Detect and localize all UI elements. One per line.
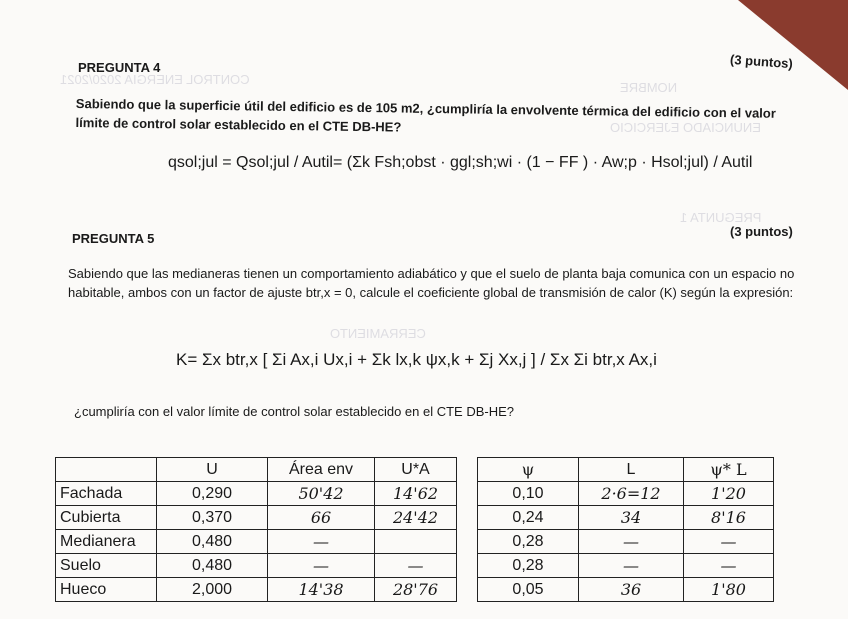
pregunta5-title: PREGUNTA 5 xyxy=(72,231,155,246)
u-value: 0,480 xyxy=(157,530,268,554)
psil-value: 8'16 xyxy=(684,506,774,530)
ghost-text-4: PREGUNTA 1 xyxy=(680,210,762,225)
row-label: Medianera xyxy=(56,530,157,554)
ua-value: 24'42 xyxy=(375,506,457,530)
psi-value: 0,05 xyxy=(478,578,579,602)
u-header-u: U xyxy=(157,458,268,482)
area-value: — xyxy=(268,554,375,578)
psil-value: — xyxy=(684,554,774,578)
psi-header-l: L xyxy=(579,458,684,482)
ghost-text-2: NOMBRE xyxy=(620,80,678,95)
pregunta4-formula: qsol;jul = Qsol;jul / Autil= (Σk Fsh;obst · ggl;sh;wi · (1 − FF ) · Aw;p · Hsol;jul) / Autil xyxy=(168,154,753,171)
l-value: — xyxy=(579,530,684,554)
table-row xyxy=(478,554,774,578)
psi-table xyxy=(477,457,774,602)
table-row xyxy=(56,578,457,602)
ghost-text-5: CERRAMIENTO xyxy=(330,326,426,341)
row-label: Cubierta xyxy=(56,506,157,530)
pregunta5-points: (3 puntos) xyxy=(730,224,793,239)
psi-value: 0,24 xyxy=(478,506,579,530)
u-value: 0,480 xyxy=(157,554,268,578)
psi-table-header-row xyxy=(478,458,774,482)
u-header-ua: U*A xyxy=(375,458,457,482)
u-value: 0,370 xyxy=(157,506,268,530)
l-value: 34 xyxy=(579,506,684,530)
table-row xyxy=(478,530,774,554)
pregunta4-title: PREGUNTA 4 xyxy=(78,60,161,75)
paper-corner-background xyxy=(738,0,848,90)
pregunta4-text: Sabiendo que la superficie útil del edificio es de 105 m2, ¿cumpliría la envolvente térmica del edificio con el valor límite de control solar establecido en el CTE DB-HE? xyxy=(75,95,776,135)
u-table-header-row xyxy=(56,458,457,482)
psil-value: 1'20 xyxy=(684,482,774,506)
u-header-area: Área env xyxy=(268,458,375,482)
table-row xyxy=(478,506,774,530)
row-label: Hueco xyxy=(56,578,157,602)
psi-value: 0,10 xyxy=(478,482,579,506)
ua-value: — xyxy=(375,554,457,578)
area-value: — xyxy=(268,530,375,554)
table-row xyxy=(478,482,774,506)
u-table xyxy=(55,457,457,602)
area-value: 50'42 xyxy=(268,482,375,506)
area-value: 66 xyxy=(268,506,375,530)
psil-value: — xyxy=(684,530,774,554)
ua-value: 14'62 xyxy=(375,482,457,506)
ua-value xyxy=(375,530,457,554)
pregunta5-text: Sabiendo que las medianeras tienen un comportamiento adiabático y que el suelo de planta baja comunica con un espacio no habitable, ambos con un factor de ajuste btr,x = 0, calcule el coeficiente global de transmisión de calor (K) según la expresión: xyxy=(68,266,795,300)
table-row xyxy=(56,506,457,530)
psi-value: 0,28 xyxy=(478,530,579,554)
psi-header-psi: ψ xyxy=(478,458,579,482)
pregunta5-formula: K= Σx btr,x [ Σi Ax,i Ux,i + Σk lx,k ψx,k + Σj Xx,j ] / Σx Σi btr,x Ax,i xyxy=(176,350,657,369)
pregunta4-points: (3 puntos) xyxy=(729,51,794,72)
u-value: 2,000 xyxy=(157,578,268,602)
psi-value: 0,28 xyxy=(478,554,579,578)
table-row xyxy=(478,578,774,602)
l-value: — xyxy=(579,554,684,578)
pregunta5-question: ¿cumpliría con el valor límite de control solar establecido en el CTE DB-HE? xyxy=(74,404,515,419)
psi-header-psil: ψ* L xyxy=(684,458,774,482)
psil-value: 1'80 xyxy=(684,578,774,602)
ua-value: 28'76 xyxy=(375,578,457,602)
u-value: 0,290 xyxy=(157,482,268,506)
row-label: Fachada xyxy=(56,482,157,506)
ghost-text-1: CONTROL ENERGIA 2020/2021 xyxy=(60,72,250,87)
table-row xyxy=(56,482,457,506)
ghost-text-3: ENUNCIADO EJERCICIO xyxy=(610,120,761,135)
l-value: 36 xyxy=(579,578,684,602)
row-label: Suelo xyxy=(56,554,157,578)
u-header-empty xyxy=(56,458,157,482)
table-row xyxy=(56,530,457,554)
area-value: 14'38 xyxy=(268,578,375,602)
table-row xyxy=(56,554,457,578)
l-value: 2·6=12 xyxy=(579,482,684,506)
